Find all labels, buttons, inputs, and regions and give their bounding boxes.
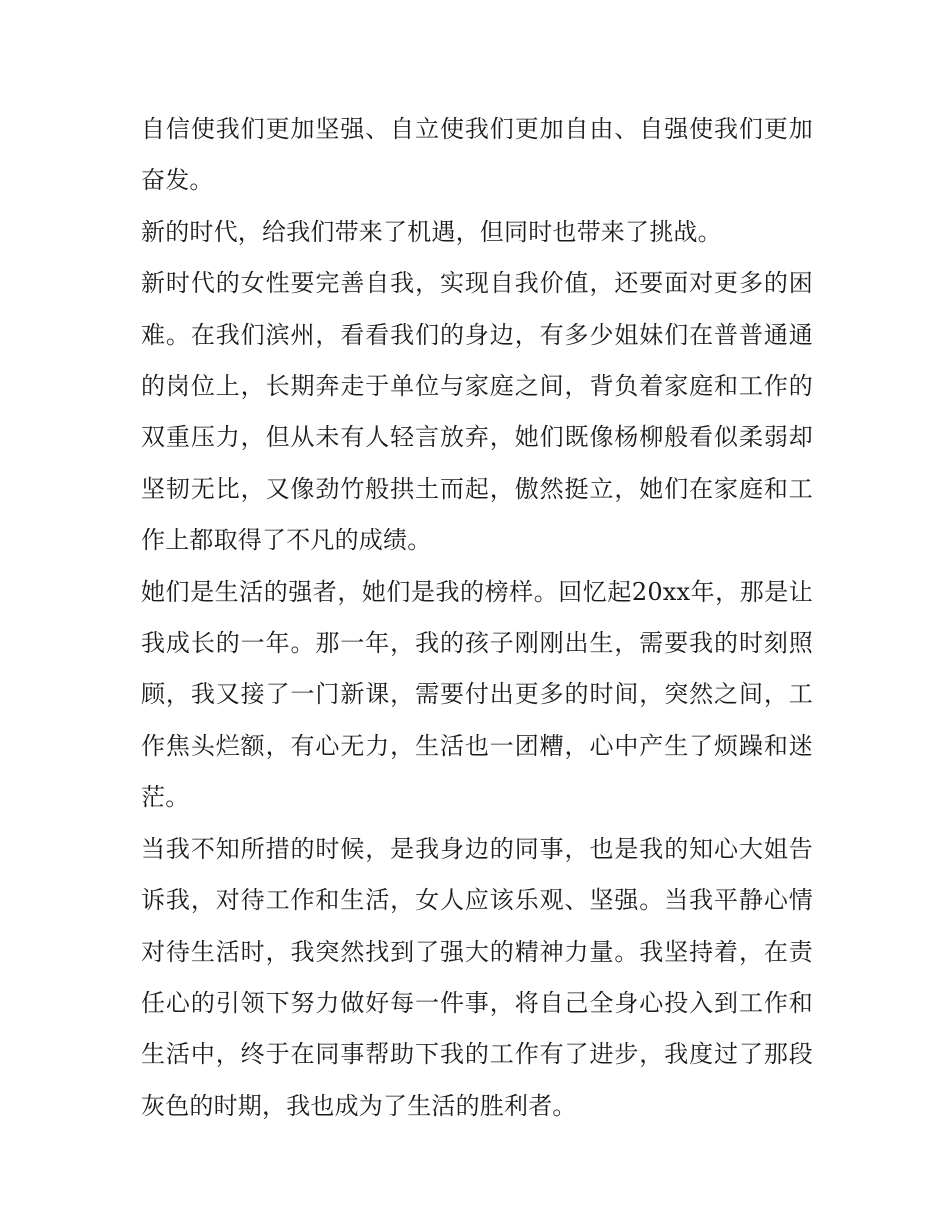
paragraph-1: 自信使我们更加坚强、自立使我们更加自由、自强使我们更加奋发。 [141,115,813,195]
paragraph-4: 她们是生活的强者，她们是我的榜样。回忆起20xx年，那是让我成长的一年。那一年，我的孩子刚刚出生，需要我的时刻照顾，我又接了一门新课，需要付出更多的时间，突然之间，工作焦头烂额，有心无力，生活也一团糟，心中产生了烦躁和迷茫。 [141,577,813,812]
paragraph-2: 新的时代，给我们带来了机遇，但同时也带来了挑战。 [141,217,722,246]
paragraph-5: 当我不知所措的时候，是我身边的同事，也是我的知心大姐告诉我，对待工作和生活，女人应该乐观、坚强。当我平静心情对待生活时，我突然找到了强大的精神力量。我坚持着，在责任心的引领下努力做好每一件事，将自己全身心投入到工作和生活中，终于在同事帮助下我的工作有了进步，我度过了那段灰色的时期，我也成为了生活的胜利者。 [141,834,813,1120]
paragraph-3: 新时代的女性要完善自我，实现自我价值，还要面对更多的困难。在我们滨州，看看我们的身边，有多少姐妹们在普普通通的岗位上，长期奔走于单位与家庭之间，背负着家庭和工作的双重压力，但从未有人轻言放弃，她们既像杨柳般看似柔弱却坚韧无比，又像劲竹般拱土而起，傲然挺立，她们在家庭和工作上都取得了不凡的成绩。 [141,269,813,555]
document-body [141,104,813,1132]
